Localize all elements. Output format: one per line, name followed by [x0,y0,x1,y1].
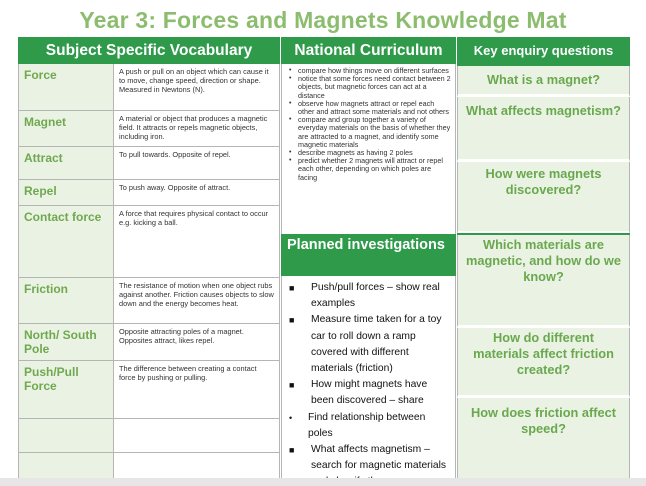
investigation-item [288,410,451,442]
square-bullet-icon: ■ [289,283,295,293]
vocab-definition [114,419,280,452]
investigation-text: Measure time taken for a toy car to roll down a ramp covered with different materials (friction) [311,314,442,375]
vocab-row [18,278,280,324]
vocab-row [18,111,280,147]
key-question: How does friction affect speed? [457,398,630,486]
planned-investigations-header: Planned investigations [281,234,456,276]
vocab-definition: To pull towards. Opposite of repel. [114,147,280,179]
investigation-item [288,312,451,377]
vocab-term: Friction [18,278,114,323]
investigation-item [288,377,451,409]
curriculum-item: • compare and group together a variety of everyday materials on the basis of whether they are attracted to a magnet, and identify some magnetic materials [288,116,451,149]
vocab-term: Magnet [18,111,114,146]
investigation-text: Push/pull forces – show real examples [311,282,440,310]
vocab-row [18,361,280,419]
vocab-definition: To push away. Opposite of attract. [114,180,280,205]
key-questions-header: Key enquiry questions [457,37,630,64]
curriculum-item: • compare how things move on different surfaces [288,67,451,75]
page-edge [0,478,646,486]
vocab-header: Subject Specific Vocabulary [18,37,280,64]
knowledge-mat [18,37,630,486]
vocab-term: Push/Pull Force [18,361,114,418]
vocab-definition: A push or pull on an object which can cause it to move, change speed, direction or shape. Measured in Newtons (N). [114,64,280,110]
investigation-text: How might magnets have been discovered – share [311,379,428,407]
vocab-term: Force [18,64,114,110]
vocab-definition: A force that requires physical contact to occur e.g. kicking a ball. [114,206,280,277]
dot-bullet-icon: • [289,412,293,423]
investigation-item [288,280,451,312]
key-question: How were magnets discovered? [457,162,630,234]
key-question: What affects magnetism? [457,97,630,162]
vocab-term [18,419,114,452]
vocab-row [18,180,280,206]
investigation-text: What affects magnetism – search for magnetic materials [311,444,447,472]
curriculum-item: • describe magnets as having 2 poles [288,149,451,157]
vocab-definition: The difference between creating a contact force by pushing or pulling. [114,361,280,418]
investigation-text: Find relationship between poles [308,411,426,439]
square-bullet-icon: ■ [289,445,295,456]
key-question: What is a magnet? [457,66,630,97]
vocab-row [18,206,280,278]
key-question: Which materials are magnetic, and how do we know? [457,235,630,328]
national-curriculum-header: National Curriculum [281,37,456,64]
square-bullet-icon: ■ [289,380,295,391]
vocab-row-empty [18,419,280,453]
vocab-row [18,147,280,180]
vocab-definition: A material or object that produces a magnetic field. It attracts or repels magnetic objects, including iron. [114,111,280,146]
vocab-term: Contact force [18,206,114,277]
vocab-row [18,324,280,361]
key-question: How do different materials affect friction created? [457,328,630,398]
square-bullet-icon: ■ [289,315,295,326]
vocab-term: North/ South Pole [18,324,114,360]
curriculum-item: • notice that some forces need contact between 2 objects, but magnetic forces can act at a distance [288,75,451,100]
vocab-row [18,64,280,111]
vocab-term: Repel [18,180,114,205]
vocab-definition: Opposite attracting poles of a magnet. Opposites attract, likes repel. [114,324,280,360]
planned-investigations-list [281,276,456,486]
page-title: Year 3: Forces and Magnets Knowledge Mat [79,7,567,33]
curriculum-item: • predict whether 2 magnets will attract or repel each other, depending on which poles are facing [288,157,451,182]
curriculum-item: • observe how magnets attract or repel each other and attract some materials and not others [288,100,451,116]
vocab-definition: The resistance of motion when one object rubs against another. Friction causes objects to slow down and the energy becomes heat. [114,278,280,323]
vocab-term: Attract [18,147,114,179]
